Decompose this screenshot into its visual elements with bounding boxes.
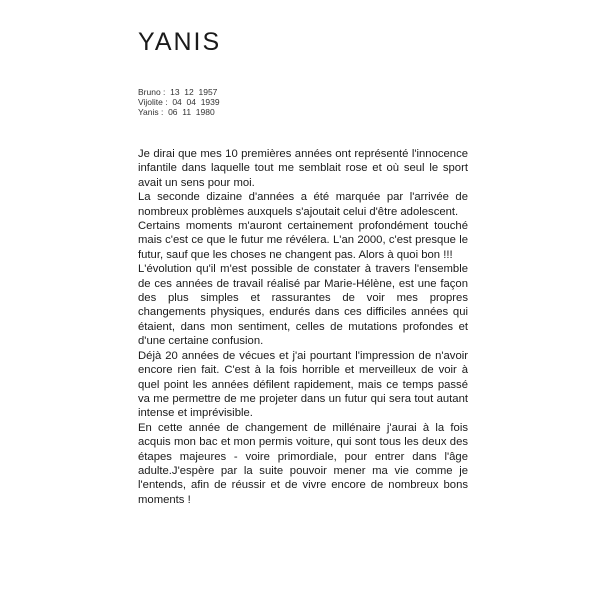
paragraph: Déjà 20 années de vécues et j'ai pourtant l'impression de n'avoir encore rien fait. C'est à la fois horrible et merveilleux de voir à quel point les années défilent rapidement, mais ce temps passé va me permettre de me projeter dans un futur qui sera tout autant intense et imprévisible. <box>138 349 468 420</box>
birth-date-vijolite: Vijolite : 04 04 1939 <box>138 97 220 107</box>
paragraph: En cette année de changement de millénaire j'aurai à la fois acquis mon bac et mon permis voiture, qui sont tous les deux des étapes majeures - voire primordiale, pour entrer dans l'âge adulte.J'espère par la suite pouvoir mener ma vie comme je l'entends, afin de réussir et de vivre encore de nombreux bons moments ! <box>138 421 468 506</box>
paragraph: La seconde dizaine d'années a été marquée par l'arrivée de nombreux problèmes auxquels s'ajoutait celui d'être adolescent. <box>138 191 468 218</box>
paragraph: Certains moments m'auront certainement profondément touché mais c'est ce que le futur me révélera. L'an 2000, c'est presque le futur, sauf que les choses ne changent pas. Alors à quoi bon !!! <box>138 220 468 261</box>
page-title: YANIS <box>138 28 222 56</box>
birth-date-yanis: Yanis : 06 11 1980 <box>138 107 215 117</box>
paragraph: L'évolution qu'il m'est possible de constater à travers l'ensemble de ces années de travail réalisé par Marie-Hélène, est une façon des plus simples et rassurantes de voir mes propres changements physiques, endurés dans ces difficiles années qui étaient, dans mon sentiment, celles de mutations profondes et d'une certaine confusion. <box>138 263 468 348</box>
birth-date-bruno: Bruno : 13 12 1957 <box>138 87 218 97</box>
paragraph: Je dirai que mes 10 premières années ont représenté l'innocence infantile dans laquelle tout me semblait rose et où seul le sport avait un sens pour moi. <box>138 148 468 189</box>
testimony-text <box>138 147 468 507</box>
birth-dates-list <box>138 87 220 117</box>
